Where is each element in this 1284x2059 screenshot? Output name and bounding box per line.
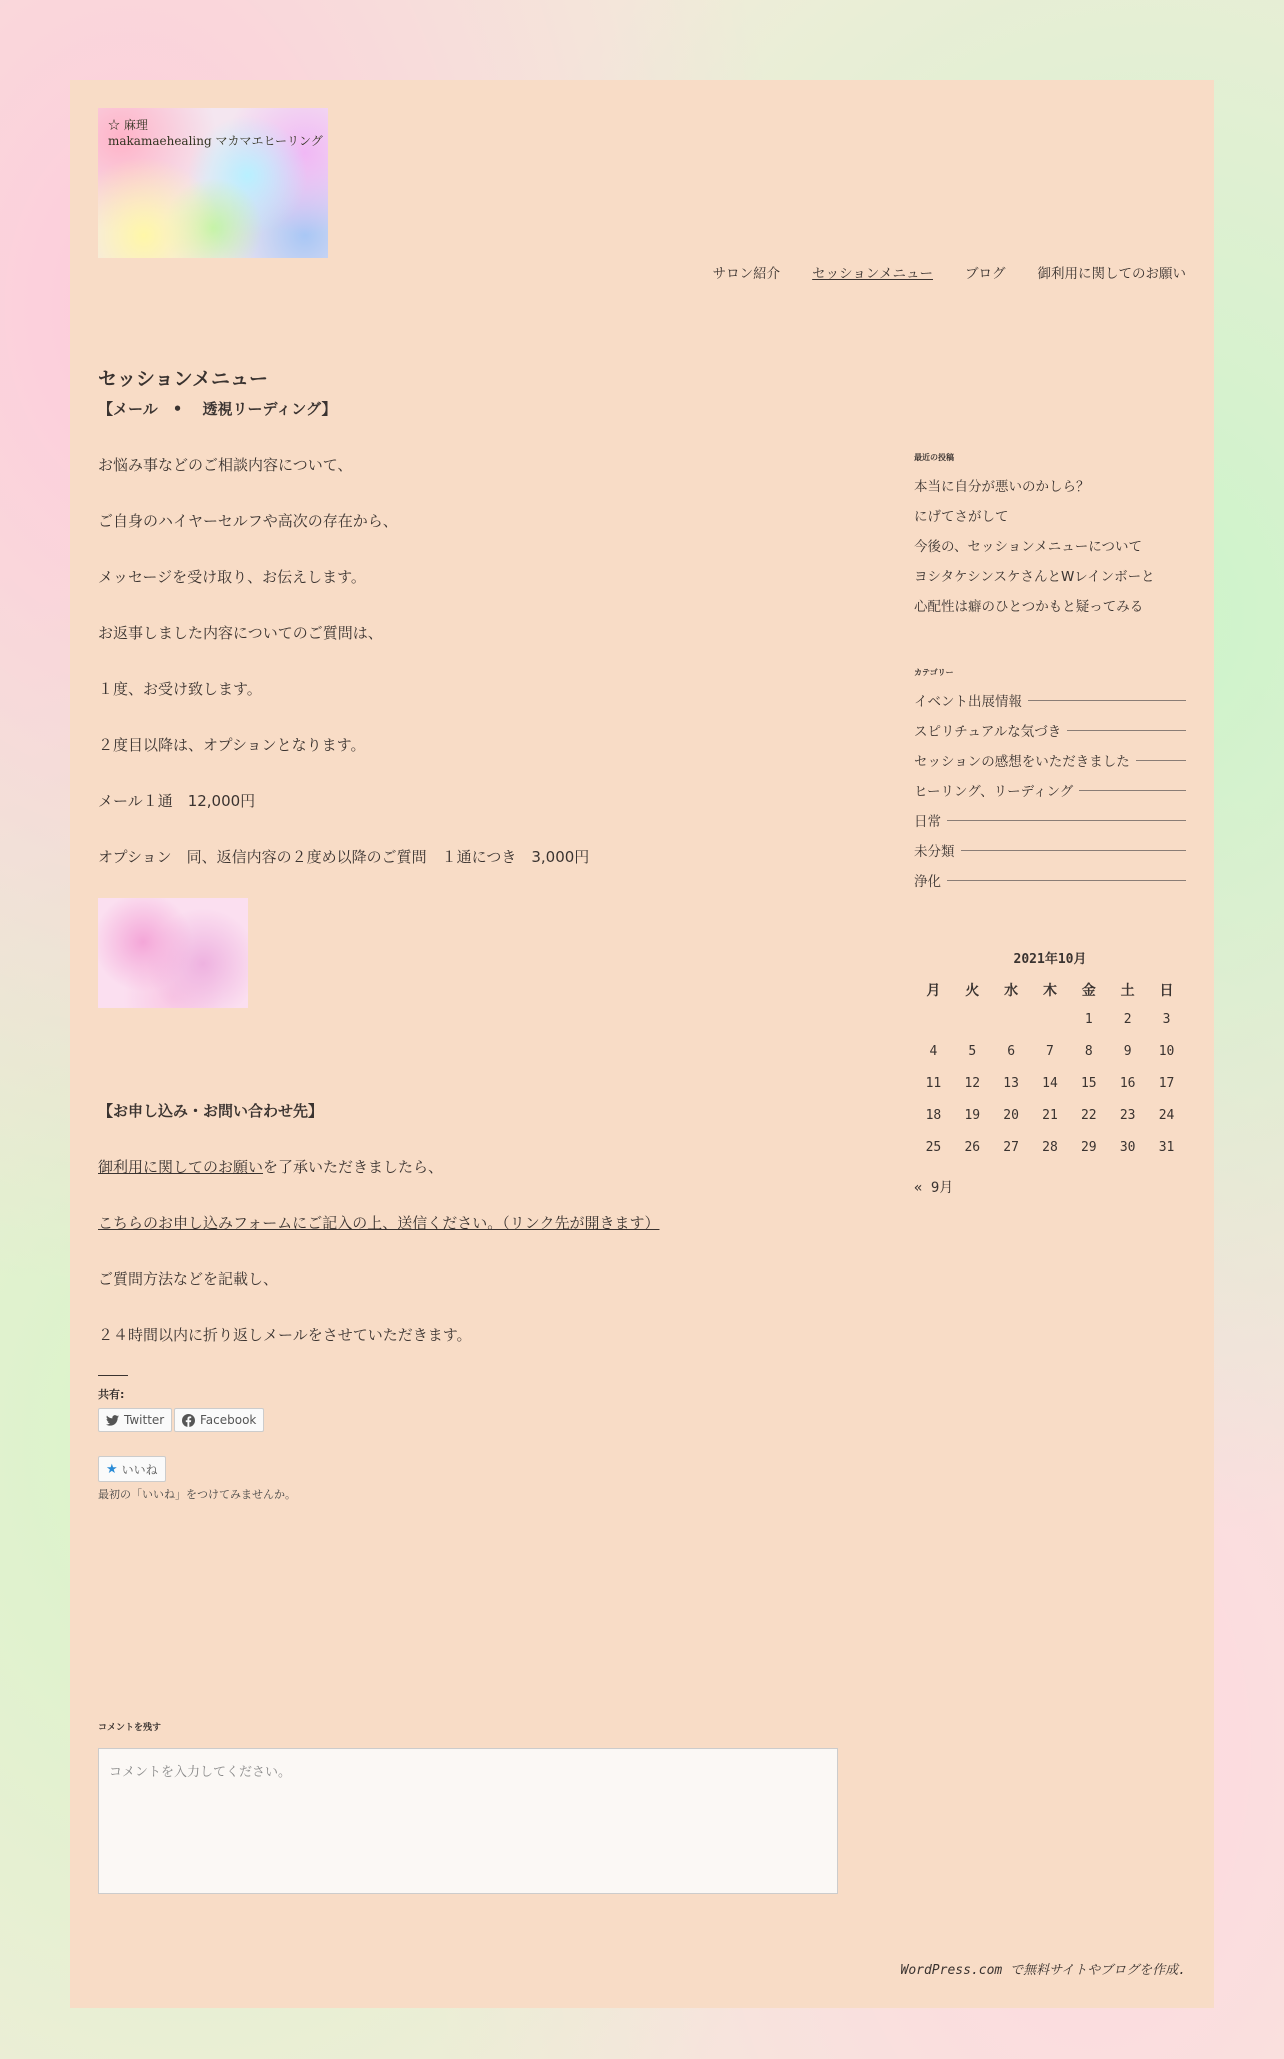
paragraph: お返事しました内容についてのご質問は、 [98,624,383,642]
weekday-header: 日 [1159,983,1174,999]
category-label[interactable]: 日常 [914,814,941,830]
nav-usage-request[interactable]: 御利用に関してのお願い [1037,266,1186,282]
application-form-link[interactable]: こちらのお申し込みフォームにご記入の上、送信ください。（リンク先が開きます） [98,1214,660,1232]
page-container [70,80,1214,2008]
paragraph: メッセージを受け取り、お伝えします。 [98,568,366,586]
site-logo[interactable] [98,108,328,258]
weekday-header: 土 [1120,983,1135,999]
calendar-day: 28 [1042,1139,1058,1155]
category-label[interactable]: 未分類 [914,844,955,860]
calendar-day: 19 [964,1107,981,1123]
twitter-icon [106,1415,119,1426]
recent-post-link[interactable]: にげてさがして [914,509,1009,525]
paragraph: お悩み事などのご相談内容について、 [98,456,353,474]
calendar-day: 31 [1158,1139,1175,1155]
twitter-label: Twitter [124,1413,165,1427]
contact-line1 [98,1156,443,1177]
calendar-day: 25 [925,1139,942,1155]
calendar-day: 13 [1003,1075,1019,1091]
category-item[interactable] [914,690,1186,710]
nav-blog[interactable]: ブログ [965,266,1006,282]
calendar-day: 16 [1119,1075,1136,1091]
category-rule [1079,790,1186,791]
usage-request-link[interactable]: 御利用に関してのお願い [98,1158,264,1176]
calendar-day: 22 [1080,1107,1097,1123]
price-mail: メール１通 12,000円 [98,792,256,810]
calendar-day: 20 [1003,1107,1019,1123]
comment-input[interactable]: コメントを入力してください。 [98,1748,838,1894]
post-image[interactable] [98,898,248,1008]
calendar-widget [914,948,1186,1163]
calendar-day: 1 [1084,1011,1093,1027]
categories-title: カテゴリー [914,668,954,677]
weekday-header: 金 [1081,983,1096,999]
main-nav [713,262,1186,282]
calendar-day: 9 [1123,1043,1132,1059]
paragraph: ２度目以降は、オプションとなります。 [98,736,366,754]
calendar-day [914,1003,953,1035]
recent-post-link[interactable]: 今後の、セッションメニューについて [914,539,1143,555]
category-label[interactable]: スピリチュアルな気づき [914,724,1062,740]
contact-heading: 【お申し込み・お問い合わせ先】 [98,1102,324,1120]
calendar-day [992,1003,1031,1035]
share-divider [98,1375,128,1376]
logo-line2: makamaehealing マカマエヒーリング [108,134,323,148]
page-title: セッションメニュー [98,368,269,390]
category-item[interactable] [914,840,1186,860]
contact-line3: ご質問方法などを記載し、 [98,1270,279,1288]
share-label: 共有: [98,1388,125,1401]
contact-line1-suffix: を了承いただきましたら、 [263,1158,444,1176]
calendar-day: 17 [1158,1075,1175,1091]
calendar-day: 12 [964,1075,981,1091]
post-subtitle: 【メール • 透視リーディング】 [98,400,337,418]
recent-post-link[interactable]: ヨシタケシンスケさんとWレインボーと [914,569,1155,585]
star-icon: ★ [106,1461,118,1477]
like-button[interactable] [98,1456,166,1482]
contact-line2 [98,1212,659,1233]
nav-salon[interactable]: サロン紹介 [712,266,781,282]
recent-post-link[interactable]: 本当に自分が悪いのかしら？ [914,479,1090,495]
facebook-icon [182,1414,195,1427]
comment-title: コメントを残す [98,1723,162,1733]
weekday-header: 木 [1042,983,1057,999]
category-rule [1067,730,1186,731]
contact-line4: ２４時間以内に折り返しメールをさせていただきます。 [98,1326,472,1344]
category-label[interactable]: イベント出展情報 [914,694,1022,710]
category-rule [961,850,1187,851]
recent-posts-title: 最近の投稿 [914,453,954,462]
facebook-label: Facebook [200,1413,257,1427]
calendar-day: 30 [1119,1139,1136,1155]
like-label: いいね [121,1462,158,1477]
calendar-day: 24 [1158,1107,1175,1123]
calendar-day: 5 [968,1043,977,1059]
category-item[interactable] [914,870,1186,890]
calendar-day: 10 [1158,1043,1175,1059]
category-item[interactable] [914,720,1186,740]
weekday-header: 火 [965,983,980,999]
calendar-table [914,977,1186,1163]
calendar-day [1031,1003,1070,1035]
calendar-day: 27 [1003,1139,1019,1155]
category-rule [947,880,1186,881]
category-label[interactable]: セッションの感想をいただきました [914,754,1130,770]
category-label[interactable]: 浄化 [914,874,941,890]
calendar-day: 29 [1080,1139,1097,1155]
category-item[interactable] [914,750,1186,770]
paragraph: １度、お受け致します。 [98,680,262,698]
calendar-day [953,1003,992,1035]
share-facebook-button[interactable] [174,1408,264,1432]
calendar-day: 11 [925,1075,942,1091]
calendar-day: 21 [1042,1107,1058,1123]
weekday-header: 水 [1004,983,1019,999]
category-item[interactable] [914,780,1186,800]
calendar-day: 3 [1162,1011,1171,1027]
category-label[interactable]: ヒーリング、リーディング [914,784,1074,800]
recent-post-link[interactable]: 心配性は癖のひとつかもと疑ってみる [914,599,1144,615]
calendar-day: 8 [1084,1043,1093,1059]
price-option: オプション 同、返信内容の２度め以降のご質問 １通につき 3,000円 [98,848,590,866]
category-rule [947,820,1186,821]
like-note: 最初の「いいね」をつけてみませんか。 [98,1488,296,1501]
calendar-day: 7 [1046,1043,1054,1059]
calendar-day: 15 [1080,1075,1097,1091]
calendar-day: 6 [1007,1043,1016,1059]
calendar-day: 23 [1119,1107,1136,1123]
calendar-day: 18 [925,1107,942,1123]
footer-credit[interactable]: WordPress.com で無料サイトやブログを作成. [900,1963,1186,1978]
category-item[interactable] [914,810,1186,830]
calendar-day: 4 [929,1043,938,1059]
calendar-day: 2 [1123,1011,1132,1027]
share-twitter-button[interactable] [98,1408,172,1432]
paragraph: ご自身のハイヤーセルフや高次の存在から、 [98,512,398,530]
calendar-prev-link[interactable]: « 9月 [914,1180,954,1196]
calendar-caption: 2021年10月 [1013,952,1087,967]
nav-session-menu[interactable]: セッションメニュー [812,266,933,282]
calendar-day: 14 [1042,1075,1058,1091]
category-rule [1136,760,1186,761]
weekday-header: 月 [926,983,941,999]
category-rule [1028,700,1186,701]
calendar-day: 26 [964,1139,981,1155]
logo-line1: ☆ 麻理 [108,118,148,132]
